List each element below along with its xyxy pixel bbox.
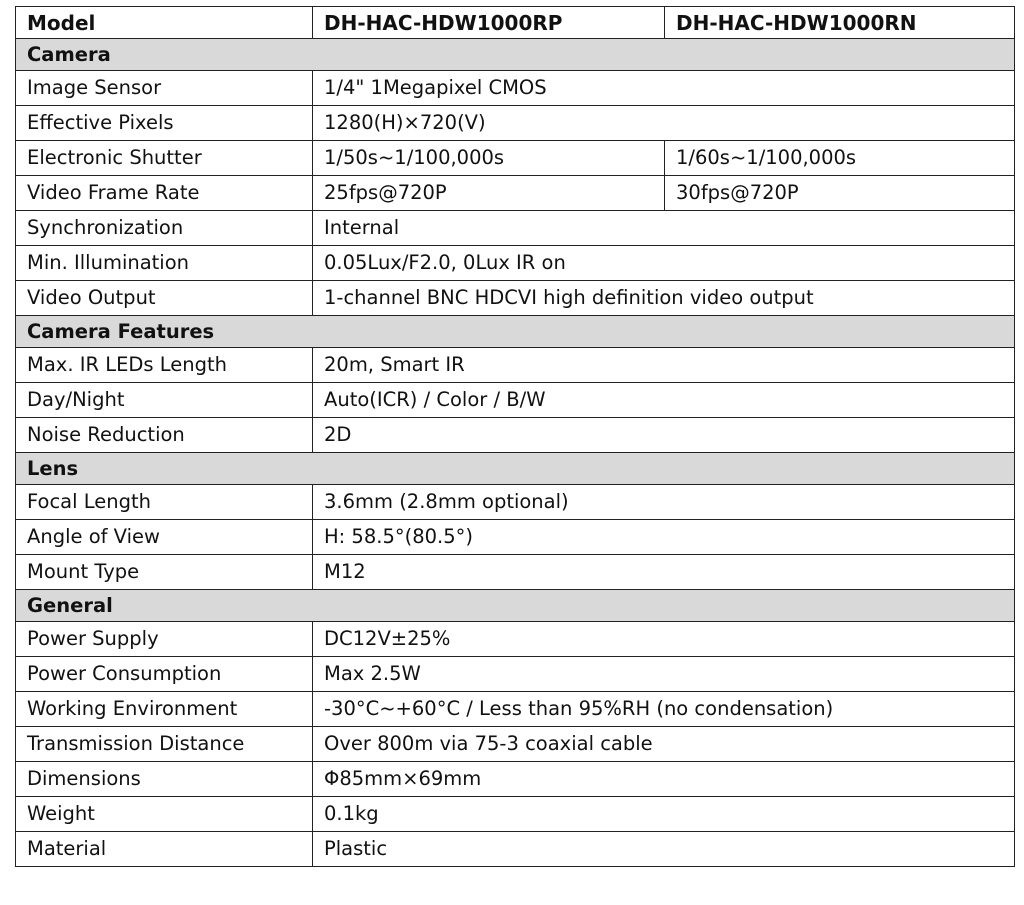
table-row (16, 832, 1015, 867)
table-row (16, 727, 1015, 762)
section-row (16, 316, 1015, 348)
spec-label: Power Supply (16, 622, 313, 657)
table-row (16, 485, 1015, 520)
spec-value-rn: 30fps@720P (665, 176, 1015, 211)
section-row (16, 453, 1015, 485)
spec-value-rn: 1/60s~1/100,000s (665, 141, 1015, 176)
table-row (16, 555, 1015, 590)
table-row (16, 281, 1015, 316)
spec-value-rp: 25fps@720P (313, 176, 665, 211)
table-row (16, 797, 1015, 832)
table-row (16, 211, 1015, 246)
spec-label: Weight (16, 797, 313, 832)
spec-value: Internal (313, 211, 1015, 246)
spec-label: Material (16, 832, 313, 867)
spec-label: Electronic Shutter (16, 141, 313, 176)
header-model-label: Model (16, 7, 313, 39)
spec-label: Angle of View (16, 520, 313, 555)
section-title: Lens (16, 453, 1015, 485)
spec-value: Plastic (313, 832, 1015, 867)
spec-value: 3.6mm (2.8mm optional) (313, 485, 1015, 520)
spec-value: DC12V±25% (313, 622, 1015, 657)
table-row (16, 71, 1015, 106)
spec-value: 0.1kg (313, 797, 1015, 832)
spec-value: Max 2.5W (313, 657, 1015, 692)
table-row (16, 762, 1015, 797)
spec-label: Dimensions (16, 762, 313, 797)
table-row (16, 418, 1015, 453)
spec-value-rp: 1/50s~1/100,000s (313, 141, 665, 176)
spec-label: Noise Reduction (16, 418, 313, 453)
spec-label: Day/Night (16, 383, 313, 418)
spec-label: Video Output (16, 281, 313, 316)
spec-value: Auto(ICR) / Color / B/W (313, 383, 1015, 418)
spec-value: M12 (313, 555, 1015, 590)
section-title: Camera Features (16, 316, 1015, 348)
spec-value: H: 58.5°(80.5°) (313, 520, 1015, 555)
spec-value: 1-channel BNC HDCVI high definition video output (313, 281, 1015, 316)
table-row (16, 176, 1015, 211)
table-row (16, 141, 1015, 176)
spec-value: 1280(H)×720(V) (313, 106, 1015, 141)
spec-label: Synchronization (16, 211, 313, 246)
table-row (16, 622, 1015, 657)
header-model-rn: DH-HAC-HDW1000RN (665, 7, 1015, 39)
section-row (16, 590, 1015, 622)
section-row (16, 39, 1015, 71)
header-model-rp: DH-HAC-HDW1000RP (313, 7, 665, 39)
spec-value: Φ85mm×69mm (313, 762, 1015, 797)
spec-label: Effective Pixels (16, 106, 313, 141)
spec-value: 2D (313, 418, 1015, 453)
table-row (16, 383, 1015, 418)
spec-label: Power Consumption (16, 657, 313, 692)
spec-label: Image Sensor (16, 71, 313, 106)
section-title: Camera (16, 39, 1015, 71)
table-row (16, 520, 1015, 555)
spec-value: 20m, Smart IR (313, 348, 1015, 383)
spec-value: 0.05Lux/F2.0, 0Lux IR on (313, 246, 1015, 281)
table-row (16, 106, 1015, 141)
spec-label: Video Frame Rate (16, 176, 313, 211)
section-title: General (16, 590, 1015, 622)
spec-value: 1/4" 1Megapixel CMOS (313, 71, 1015, 106)
table-row (16, 657, 1015, 692)
table-row (16, 246, 1015, 281)
spec-label: Max. IR LEDs Length (16, 348, 313, 383)
spec-label: Min. Illumination (16, 246, 313, 281)
table-row (16, 692, 1015, 727)
spec-label: Focal Length (16, 485, 313, 520)
table-row (16, 348, 1015, 383)
spec-label: Working Environment (16, 692, 313, 727)
spec-value: Over 800m via 75-3 coaxial cable (313, 727, 1015, 762)
spec-label: Mount Type (16, 555, 313, 590)
spec-table-body (16, 7, 1015, 867)
table-header-row (16, 7, 1015, 39)
spec-value: -30°C~+60°C / Less than 95%RH (no condensation) (313, 692, 1015, 727)
spec-label: Transmission Distance (16, 727, 313, 762)
spec-table (15, 6, 1015, 867)
